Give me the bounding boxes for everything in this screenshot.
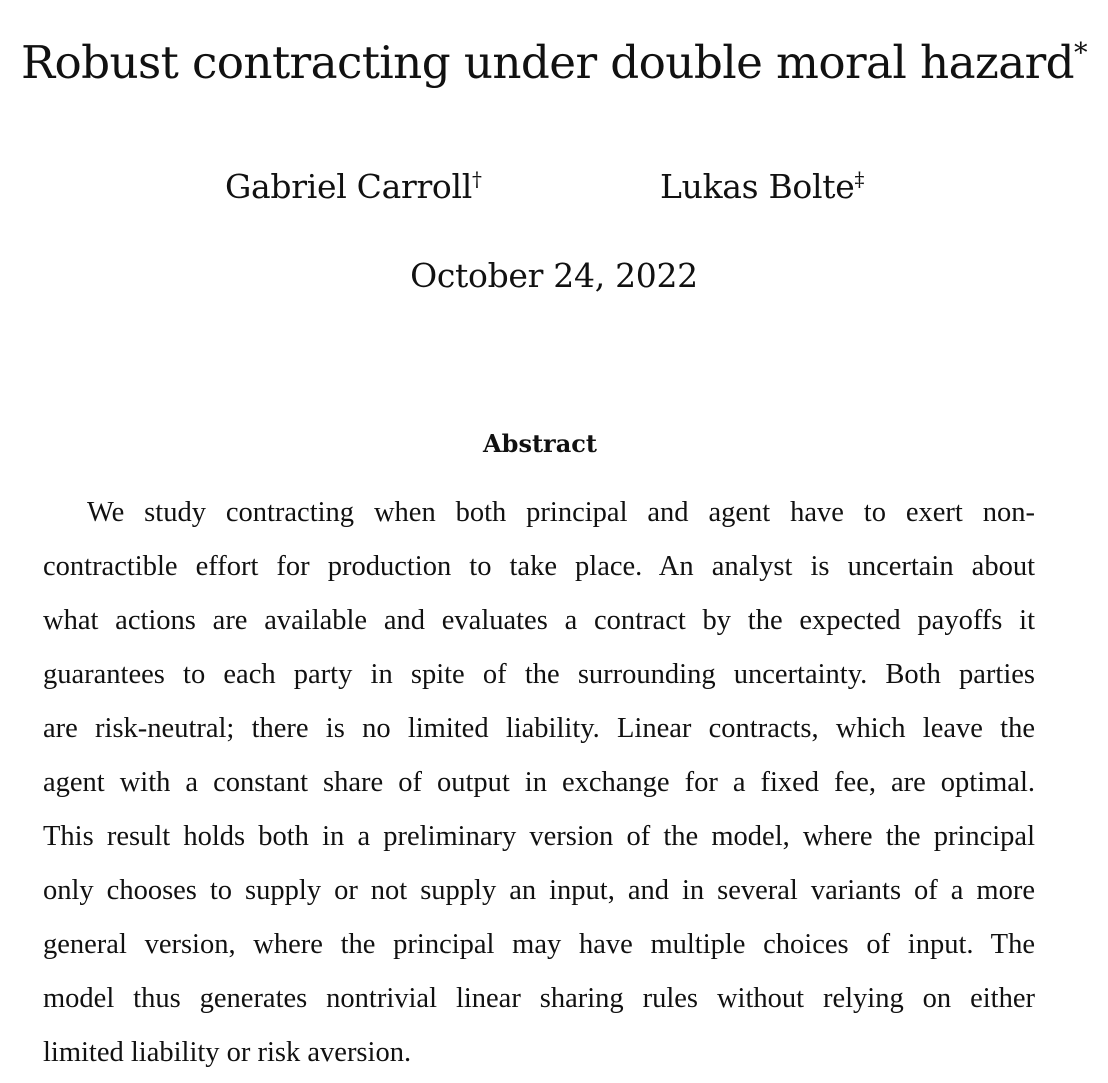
author-list: [0, 164, 1108, 210]
abstract-line: are risk-neutral; there is no limited liability. Linear contracts, which leave the: [43, 713, 1035, 744]
abstract-line: model thus generates nontrivial linear sharing rules without relying on either: [43, 983, 1035, 1014]
abstract-body: [43, 486, 1035, 1080]
paper-title-text: Robust contracting under double moral hazard: [21, 36, 1074, 89]
abstract-heading: Abstract: [483, 429, 597, 458]
abstract-line: We study contracting when both principal and agent have to exert non-: [87, 497, 1035, 528]
author-name: Lukas Bolte: [660, 167, 855, 206]
abstract-line: what actions are available and evaluates a contract by the expected payoffs it: [43, 605, 1035, 636]
abstract-line: limited liability or risk aversion.: [43, 1037, 412, 1068]
author-footnote-mark[interactable]: †: [472, 168, 482, 191]
abstract-line: contractible effort for production to take place. An analyst is uncertain about: [43, 551, 1035, 582]
author-name: Gabriel Carroll: [225, 167, 473, 206]
abstract-line: general version, where the principal may have multiple choices of input. The: [43, 929, 1035, 960]
title-footnote-mark[interactable]: *: [1074, 37, 1087, 69]
abstract-line: This result holds both in a preliminary version of the model, where the principal: [43, 821, 1035, 852]
author-lukas-bolte: [660, 164, 864, 210]
author-gabriel-carroll: [225, 164, 482, 210]
abstract-line: agent with a constant share of output in exchange for a fixed fee, are optimal.: [43, 767, 1035, 798]
abstract-line: only chooses to supply or not supply an input, and in several variants of a more: [43, 875, 1035, 906]
paper-title: [0, 32, 1108, 94]
paper-date: October 24, 2022: [410, 256, 698, 295]
abstract-line: guarantees to each party in spite of the surrounding uncertainty. Both parties: [43, 659, 1035, 690]
author-footnote-mark[interactable]: ‡: [854, 168, 865, 191]
